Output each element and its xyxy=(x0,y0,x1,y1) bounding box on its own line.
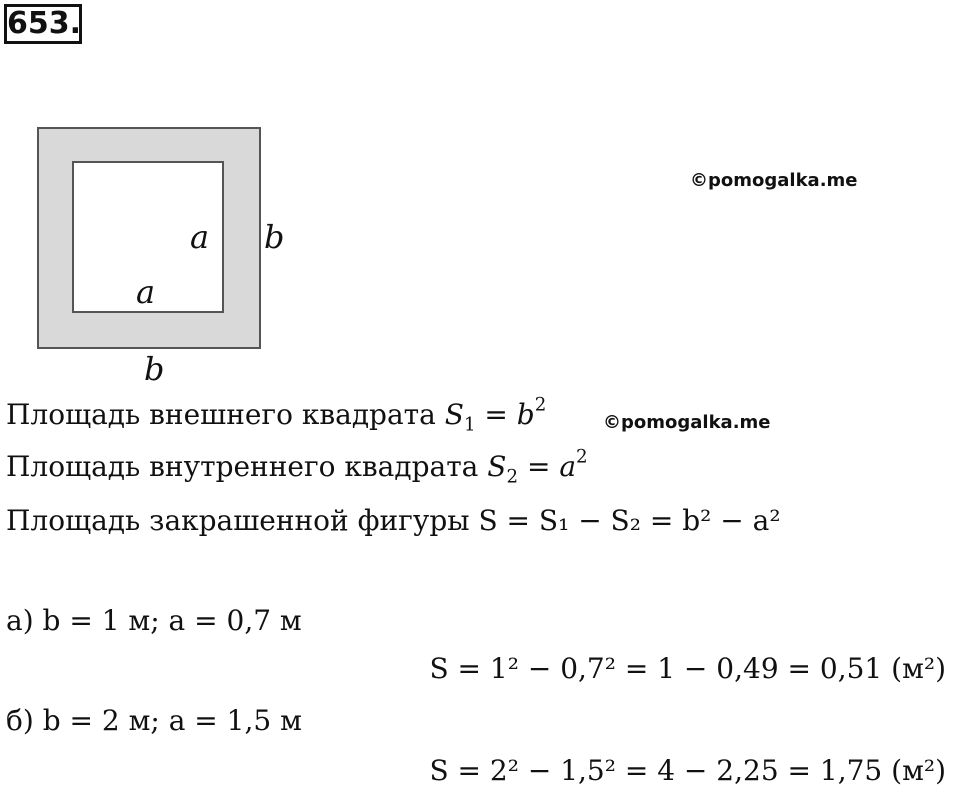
part-a-label: а) xyxy=(6,604,34,637)
outer-area-formula: $S_1 = b^2$ xyxy=(444,394,547,436)
part-a-given: b = 1 м; a = 0,7 м xyxy=(42,604,302,637)
squares-figure xyxy=(0,110,285,390)
part-b-given-line xyxy=(6,704,302,737)
inner-area-formula: $S_2 = a^2$ xyxy=(487,446,588,488)
problem-number: 653. xyxy=(4,4,82,44)
inner-area-label: Площадь внутреннего квадрата xyxy=(6,450,479,483)
part-a-solution: S = 1² − 0,7² = 1 − 0,49 = 0,51 (м²) xyxy=(429,652,946,685)
part-b-solution: S = 2² − 1,5² = 4 − 2,25 = 1,75 (м²) xyxy=(429,754,946,787)
part-b-label: б) xyxy=(6,704,34,737)
outer-area-line xyxy=(6,394,547,436)
part-a-given-line xyxy=(6,604,302,637)
shaded-area-label: Площадь закрашенной фигуры xyxy=(6,504,470,537)
outer-side-label-right: b xyxy=(264,218,285,256)
watermark: ©pomogalka.me xyxy=(603,412,771,433)
outer-side-label-bottom: b xyxy=(144,350,165,388)
inner-side-label-right: a xyxy=(190,218,210,256)
inner-side-label-bottom: a xyxy=(136,273,156,311)
watermark: ©pomogalka.me xyxy=(690,170,858,191)
shaded-area-formula: S = S₁ − S₂ = b² − a² xyxy=(478,504,781,537)
shaded-area-line xyxy=(6,504,781,537)
inner-area-line xyxy=(6,446,588,488)
part-b-given: b = 2 м; a = 1,5 м xyxy=(42,704,302,737)
outer-area-label: Площадь внешнего квадрата xyxy=(6,398,436,431)
